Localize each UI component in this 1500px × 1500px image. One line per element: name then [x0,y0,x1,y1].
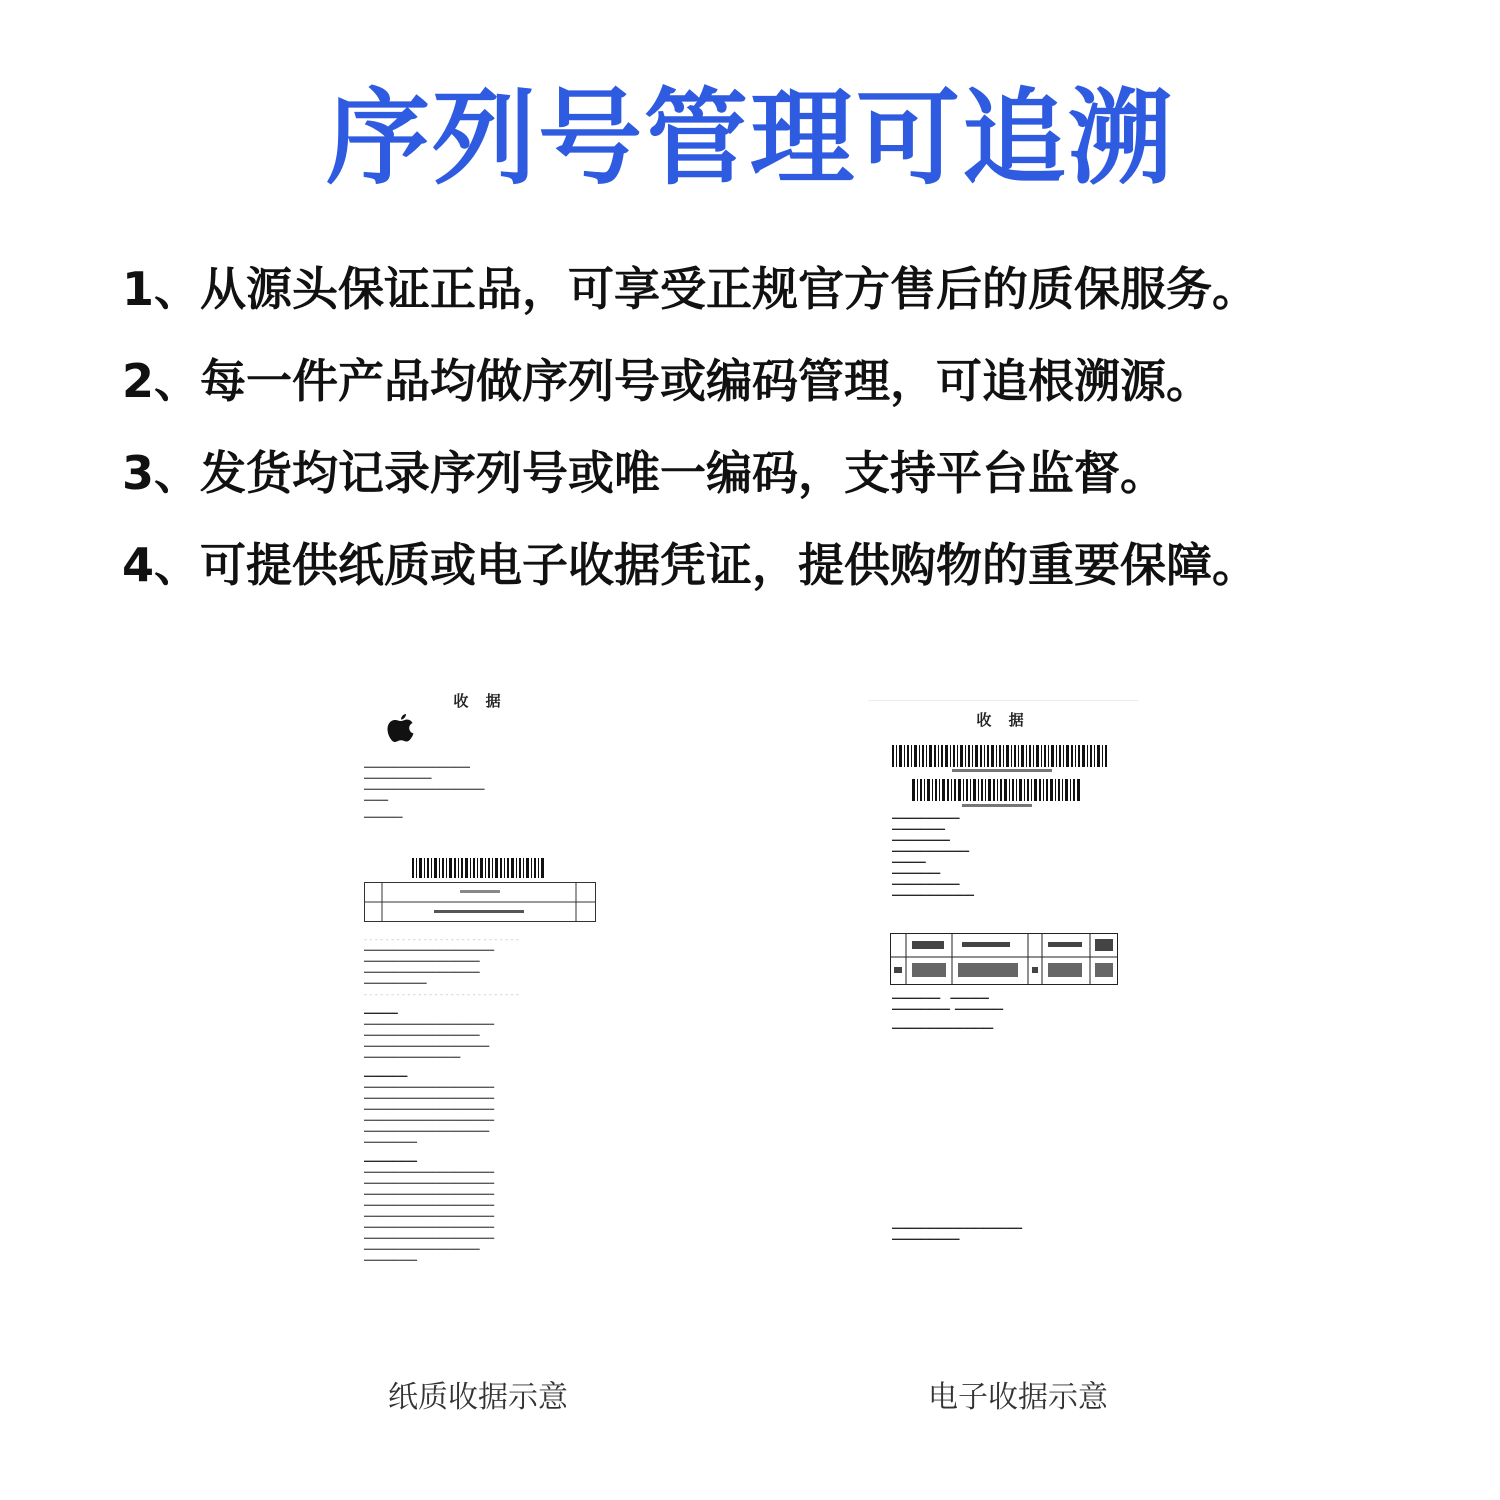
barcode [892,745,1110,773]
feature-item: 1、从源头保证正品，可享受正规官方售后的质保服务。 [122,262,1259,316]
paper-receipt-caption: 纸质收据示意 [388,1380,568,1415]
paper-receipt-image: 收 据 ━━━━━━━━━━━━━━━━━━━━━━ ━━━━━━━━━━━━━━ ━━━━━━━━━━━━━━━━━━━━━━━━━ ━━━━━ ━━━━━━━━ - - - - - - - - - - - - - - - - - - - - - - - - - - - - - ━━━━━━━━━━━━━━━━━━━━━━━━━━━ ━━━━━━━━━━━━━━━━━━━━━━━━ ━━━━━━━━━━━━━━━━━━━━━━━━ ━━━━━━━━━━━━━ - - - - - - - - - - - - - - - - - - - - - - - - - - - - - ━━━━━━━ ━━━━━━━━━━━━━━━━━━━━━━━━━━━ ━━━━━━━━━━━━━━━━━━━━━━━━ ━━━━━━━━━━━━━━━━━━━━━━━━━━ ━━━━━━━━━━━━━━━━━━━━ ━━━━━━━━━ ━━━━━━━━━━━━━━━━━━━━━━━━━━━ ━━━━━━━━━━━━━━━━━━━━━━━━━━━ ━━━━━━━━━━━━━━━━━━━━━━━━━━━ ━━━━━━━━━━━━━━━━━━━━━━━━━━━ ━━━━━━━━━━━━━━━━━━━━━━━━━━ ━━━━━━━━━━━ ━━━━━━━━━━━ ━━━━━━━━━━━━━━━━━━━━━━━━━━━ ━━━━━━━━━━━━━━━━━━━━━━━━━━━ ━━━━━━━━━━━━━━━━━━━━━━━━━━━ ━━━━━━━━━━━━━━━━━━━━━━━━━━━ ━━━━━━━━━━━━━━━━━━━━━━━━━━━ ━━━━━━━━━━━━━━━━━━━━━━━━━━━ ━━━━━━━━━━━━━━━━━━━━━━━━━━━ ━━━━━━━━━━━━━━━━━━━━━━━━ ━━━━━━━━━━━ [360,680,600,1320]
feature-list [122,258,1422,626]
page-title: 序列号管理可追溯 [325,77,1174,199]
item-table [890,933,1118,985]
feature-item: 3、发货均记录序列号或唯一编码，支持平台监督。 [122,446,1167,500]
item-table [364,882,596,922]
feature-item: 4、可提供纸质或电子收据凭证，提供购物的重要保障。 [122,538,1259,592]
receipt-title: 收 据 [976,711,1030,729]
feature-item: 2、每一件产品均做序列号或编码管理，可追根溯源。 [122,354,1213,408]
electronic-receipt-image: 收 据 ━━━━━━━━━━━━━━ ━━━━━━━━━━━ ━━━━━━━━━━━━ ━━━━━━━━━━━━━━━━ ━━━━━━━ ━━━━━━━━━━ ━━━━━━━━━━━━━━ ━━━━━━━━━━━━━━━━━ ━━━━━━━━━━ ━━━━━━━━ ━━━━━━━━━━━━ ━━━━━━━━━━ ━━━━━━━━━━━━━━━━━━━━━ ━━━━━━━━━━━━━━━━━━━━━━━━━━━ ━━━━━━━━━━━━━━ [868,700,1138,1261]
apple-logo-icon [386,712,416,752]
barcode [912,779,1082,809]
electronic-receipt-caption: 电子收据示意 [928,1380,1108,1415]
barcode [412,858,544,878]
receipt-title: 收 据 [453,692,507,710]
